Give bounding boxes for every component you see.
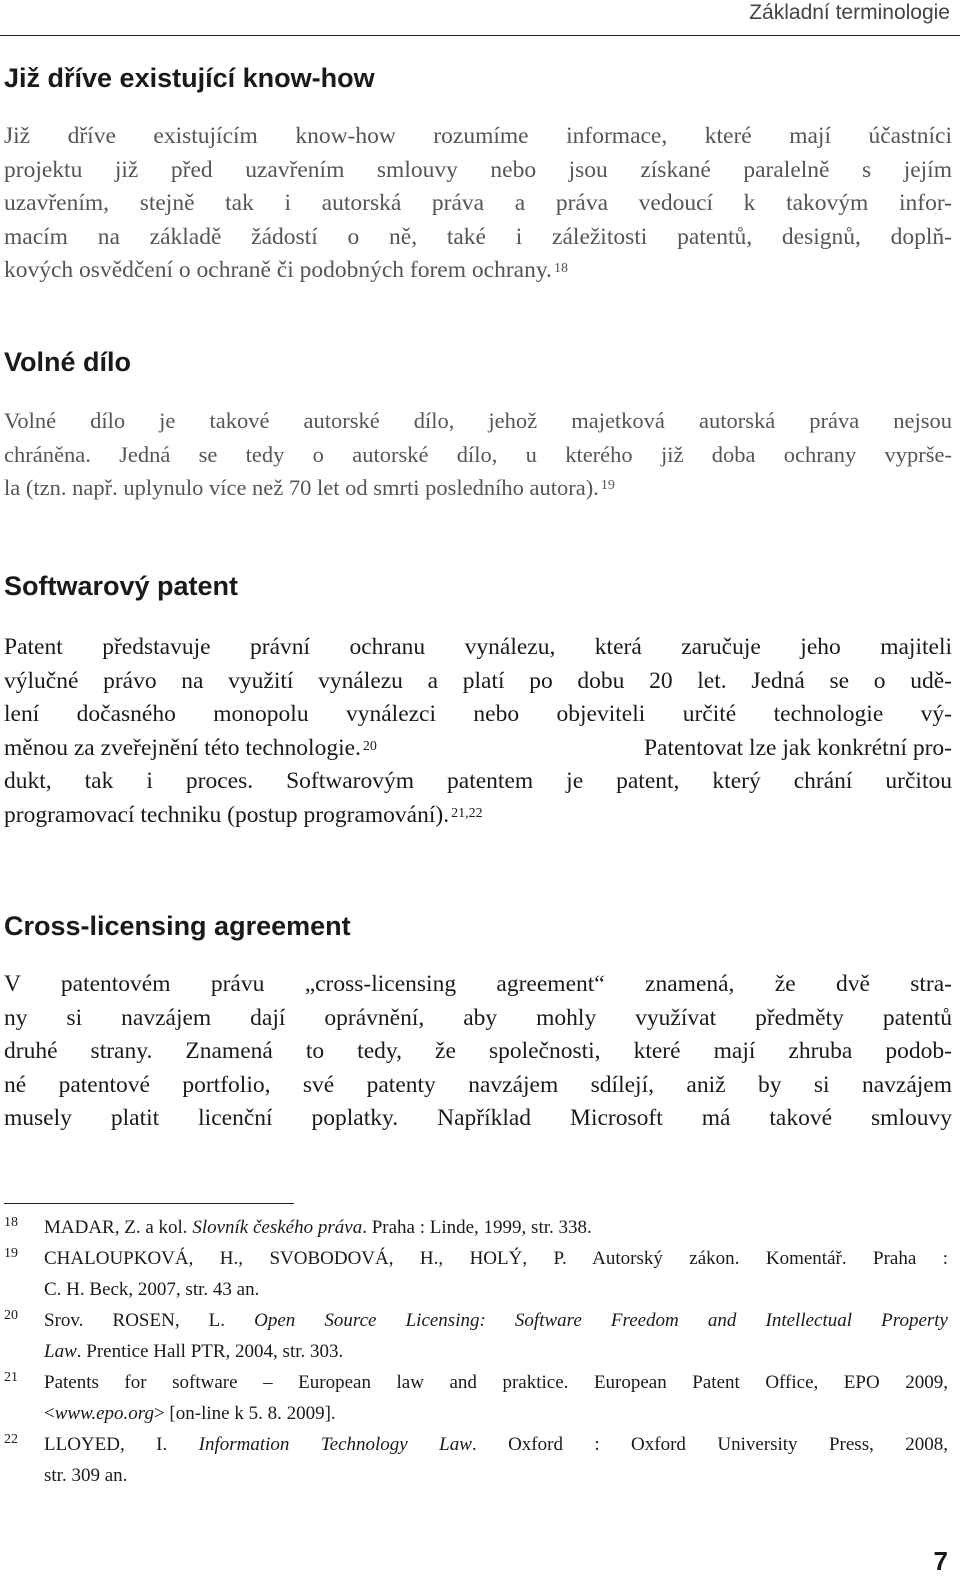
text-line: Již dříve existujícím know-how rozumíme informace, které mají účastníci xyxy=(4,123,952,149)
footnote-line: str. 309 an. xyxy=(44,1465,128,1486)
text-fragment: Slovník českého práva xyxy=(192,1217,363,1238)
footnote-number: 19 xyxy=(4,1246,18,1261)
footnote-line xyxy=(44,1305,948,1336)
footnote-line: CHALOUPKOVÁ, H., SVOBODOVÁ, H., HOLÝ, P. Autorský zákon. Komentář. Praha : xyxy=(44,1248,948,1269)
text-line xyxy=(4,254,952,288)
text-line xyxy=(4,799,952,833)
paragraph-know-how xyxy=(4,120,952,288)
footnote-rule xyxy=(4,1203,294,1204)
text-fragment: la (tzn. např. uplynulo více než 70 let od smrti posledního autora). xyxy=(4,475,599,500)
text-line: projektu již před uzavřením smlouvy nebo jsou získané paralelně s jejím xyxy=(4,156,952,183)
text-line: dukt, tak i proces. Softwarovým patentem je patent, který chrání určitou xyxy=(4,768,952,794)
section-heading-volne-dilo: Volné dílo xyxy=(4,347,131,377)
text-line: Volné dílo je takové autorské dílo, jehož majetková autorská práva nejsou xyxy=(4,408,952,433)
paragraph-cross-licensing xyxy=(4,968,952,1136)
footnote-line xyxy=(44,1336,948,1367)
footnote-ref: 19 xyxy=(600,478,615,493)
footnote-number: 18 xyxy=(4,1215,18,1230)
section-heading-know-how: Již dříve existující know-how xyxy=(4,63,375,93)
section-heading-softwarovy-patent: Softwarový patent xyxy=(4,571,239,601)
footnote-number: 21 xyxy=(4,1370,18,1385)
footnote-ref: 20 xyxy=(362,738,377,754)
footnote-link[interactable]: www.epo.org xyxy=(54,1403,154,1424)
footnote-line xyxy=(44,1212,948,1243)
footnote-line xyxy=(44,1398,948,1429)
text-line: macím na základě žádostí o ně, také i záležitosti patentů, designů, doplň- xyxy=(4,223,952,250)
footnote-number: 20 xyxy=(4,1308,18,1323)
footnote-line xyxy=(44,1429,948,1460)
footnote-text xyxy=(44,1305,948,1367)
text-fragment: programovací techniku (postup programování). xyxy=(4,801,450,828)
running-head: Základní terminologie xyxy=(749,1,950,24)
text-line xyxy=(4,732,952,766)
paragraph-volne-dilo xyxy=(4,404,952,505)
text-line: Patent představuje právní ochranu vynálezu, která zaručuje jeho majiteli xyxy=(4,634,952,660)
text-fragment: > [on-line k 5. 8. 2009]. xyxy=(153,1403,336,1424)
text-line: druhé strany. Znamená to tedy, že společnosti, které mají zhruba podob- xyxy=(4,1038,952,1064)
text-line xyxy=(4,471,952,505)
text-fragment: . Oxford : Oxford University Press, 2008, xyxy=(471,1434,948,1455)
text-line: chráněna. Jedná se tedy o autorské dílo, u kterého již doba ochrany vyprše- xyxy=(4,441,952,467)
text-line: V patentovém právu „cross-licensing agreement“ znamená, že dvě stra- xyxy=(4,971,952,997)
text-fragment: Open Source Licensing: Software Freedom and Intellectual Property xyxy=(254,1310,948,1331)
section-heading-cross-licensing: Cross-licensing agreement xyxy=(4,911,351,941)
text-fragment: Srov. ROSEN, L. xyxy=(44,1310,255,1331)
text-fragment: Information Technology Law xyxy=(198,1434,472,1455)
text-line: musely platit licenční poplatky. Například Microsoft má takové smlouvy xyxy=(4,1105,952,1131)
footnote-text xyxy=(44,1429,948,1491)
text-line: uzavřením, stejně tak i autorská práva a práva vedoucí k takovým infor- xyxy=(4,190,952,216)
text-line: né patentové portfolio, své patenty navzájem sdílejí, aniž by si navzájem xyxy=(4,1071,952,1098)
footnote-ref: 18 xyxy=(553,261,568,276)
footnote-ref: 21,22 xyxy=(451,805,483,821)
text-fragment: Law xyxy=(44,1341,77,1362)
text-fragment: . Praha : Linde, 1999, str. 338. xyxy=(362,1217,592,1238)
footnote-text xyxy=(44,1367,948,1429)
footnote-text xyxy=(44,1212,948,1243)
footnote-text xyxy=(44,1243,948,1305)
text-fragment xyxy=(4,732,377,766)
footnote-line: C. H. Beck, 2007, str. 43 an. xyxy=(44,1279,260,1300)
text-fragment: měnou za zveřejnění této technologie. xyxy=(4,734,361,761)
paragraph-softwarovy-patent xyxy=(4,631,952,832)
text-fragment: < xyxy=(44,1403,55,1424)
footnote-number: 22 xyxy=(4,1432,18,1447)
text-fragment: MADAR, Z. a kol. xyxy=(44,1217,193,1238)
footnote-line: Patents for software – European law and praktice. European Patent Office, EPO 2009, xyxy=(44,1372,948,1393)
text-line: lení dočasného monopolu vynálezci nebo objeviteli určité technologie vý- xyxy=(4,701,952,727)
text-fragment: LLOYED, I. xyxy=(44,1434,199,1455)
text-fragment: . Prentice Hall PTR, 2004, str. 303. xyxy=(76,1341,344,1362)
text-fragment: kových osvědčení o ochraně či podobných forem ochrany. xyxy=(4,257,552,283)
text-line: ny si navzájem dají oprávnění, aby mohly využívat předměty patentů xyxy=(4,1004,952,1031)
header-rule xyxy=(0,35,960,36)
text-line: výlučné právo na využití vynálezu a platí po dobu 20 let. Jedná se o udě- xyxy=(4,667,952,694)
text-fragment: Patentovat lze jak konkrétní pro- xyxy=(643,734,952,761)
page-number: 7 xyxy=(933,1546,948,1576)
